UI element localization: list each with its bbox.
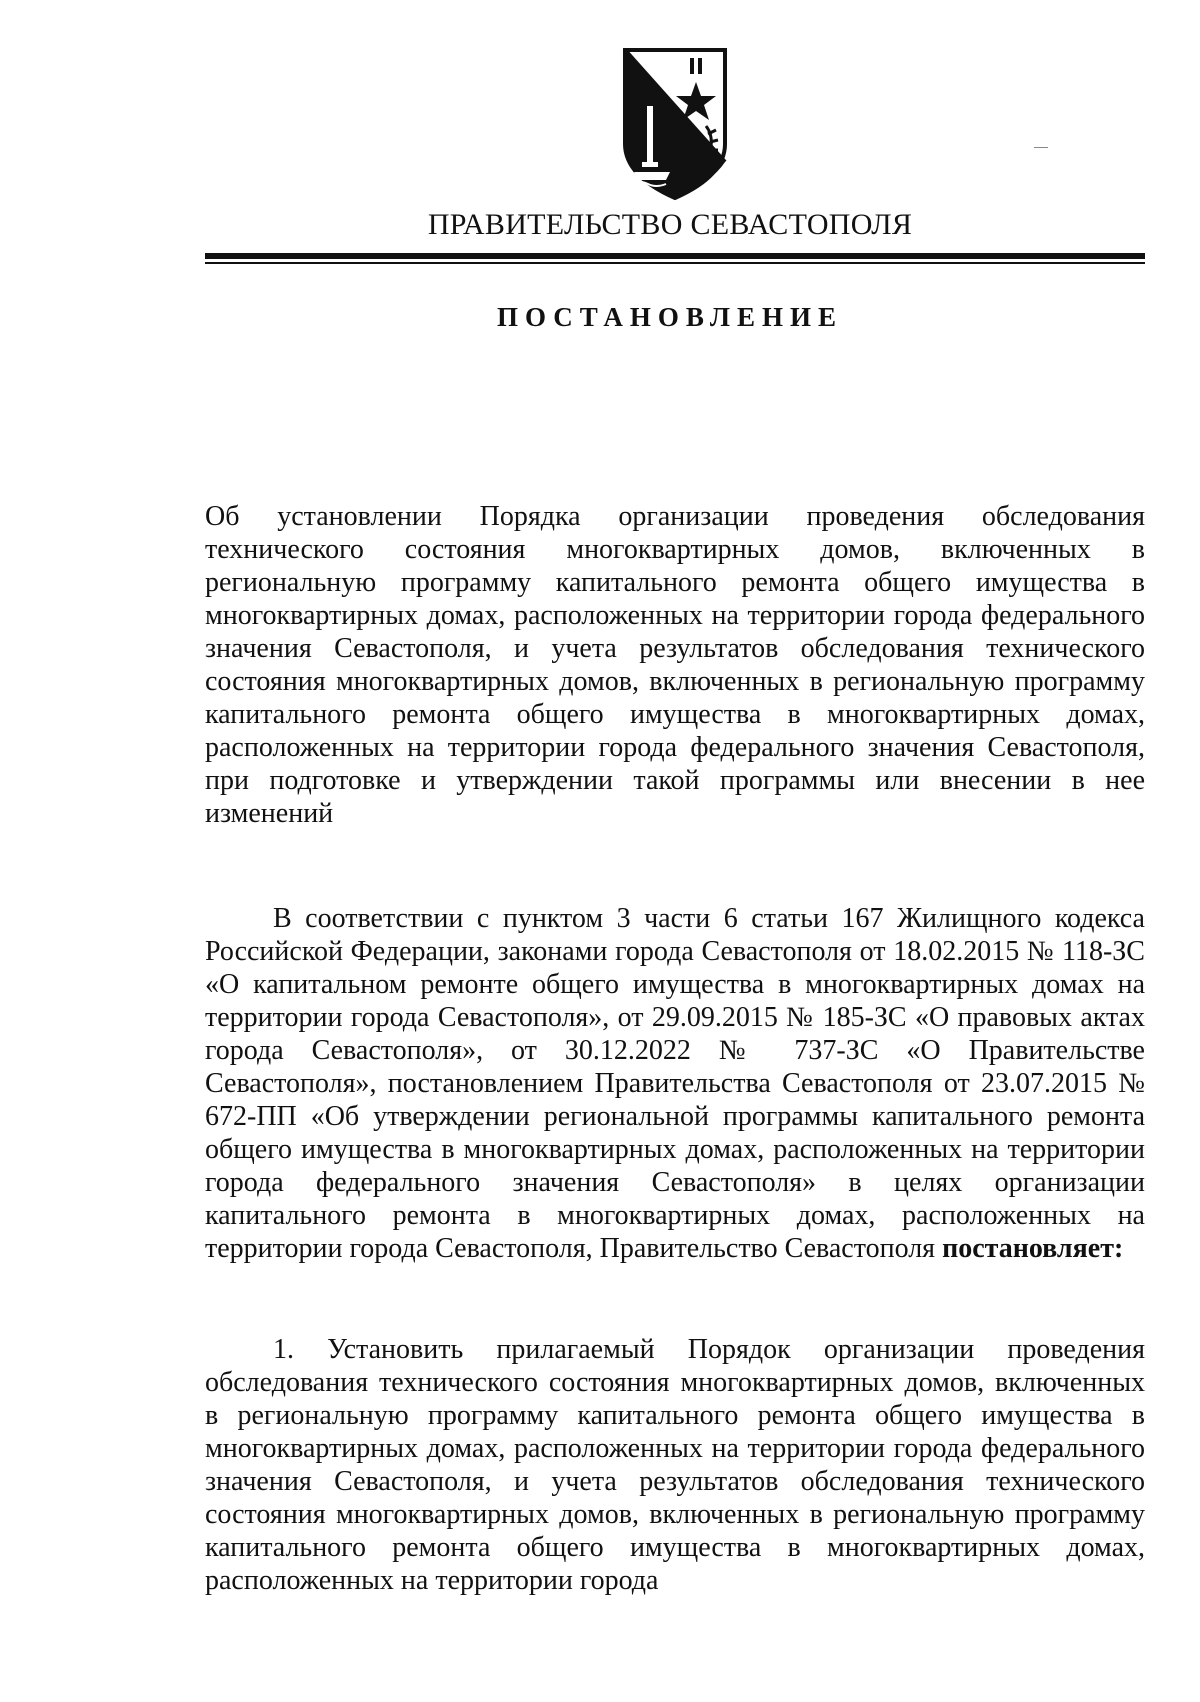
header-rule-thick	[205, 253, 1145, 259]
preamble-text: В соответствии с пунктом 3 части 6 статьи 167 Жилищного кодекса Российской Федерации, законами города Севастополя от 18.02.2015 № 118-ЗС «О капитальном ремонте общего имущества в многоквартирных домах на территории города Севастополя», от 29.09.2015 № 185-ЗС «О правовых актах города Севастополя», от 30.12.2022 № 737-ЗС «О Правительстве Севастополя», постановлением Правительства Севастополя от 23.07.2015 № 672-ПП «Об утверждении региональной программы капитального ремонта общего имущества в многоквартирных домах, расположенных на территории города федерального значения Севастополя» в целях организации капитального ремонта в многоквартирных домах, расположенных на территории города Севастополя, Правительство Севастополя	[205, 903, 1145, 1264]
coat-of-arms-icon	[620, 44, 730, 204]
scan-mark	[1034, 147, 1048, 148]
organization-title: ПРАВИТЕЛЬСТВО СЕВАСТОПОЛЯ	[427, 208, 913, 241]
clause-1: 1. Установить прилагаемый Порядок организации проведения обследования технического состояния многоквартирных домов, включенных в региональную программу капитального ремонта общего имущества в многоквартирных домах, расположенных на территории города федерального значения Севастополя, и учета результатов обследования технического состояния многоквартирных домов, включенных в региональную программу капитального ремонта общего имущества в многоквартирных домах, расположенных на территории города	[205, 1334, 1145, 1596]
document-subject: Об установлении Порядка организации проведения обследования технического состояния многоквартирных домов, включенных в региональную программу капитального ремонта общего имущества в многоквартирных домах, расположенных на территории города федерального значения Севастополя, и учета результатов обследования технического состояния многоквартирных домов, включенных в региональную программу капитального ремонта общего имущества в многоквартирных домах, расположенных на территории города федерального значения Севастополя, при подготовке и утверждении такой программы или внесении в нее изменений	[205, 501, 1145, 829]
preamble-paragraph	[205, 902, 1145, 1265]
header-rule-thin	[205, 262, 1145, 264]
document-type-title: ПОСТАНОВЛЕНИЕ	[496, 302, 844, 332]
decree-word: постановляет:	[942, 1233, 1124, 1264]
